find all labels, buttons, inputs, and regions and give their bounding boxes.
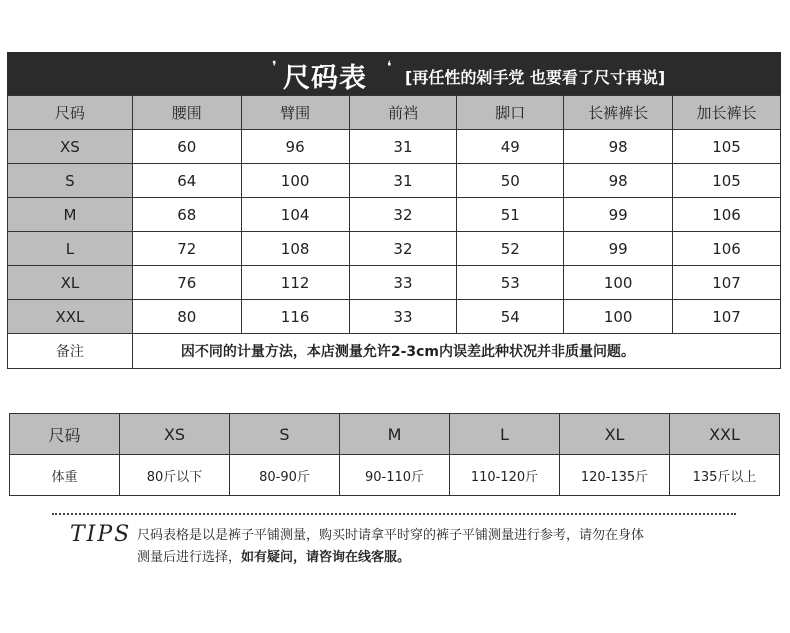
table-cell: 51: [457, 198, 564, 232]
note-row: [8, 334, 781, 369]
table-cell: 32: [349, 198, 457, 232]
table-cell: 104: [241, 198, 349, 232]
table-cell: 99: [564, 198, 673, 232]
size-header: S: [230, 414, 340, 455]
table-cell: 100: [564, 266, 673, 300]
size-chart-subtitle: [再任性的剁手党 也要看了尺寸再说]: [405, 68, 666, 87]
size-label: L: [8, 232, 133, 266]
table-cell: 98: [564, 130, 673, 164]
weight-table: [9, 413, 780, 496]
weight-row-label: 体重: [10, 455, 120, 496]
sparkle-left-icon: ❜: [272, 59, 277, 75]
table-cell: 50: [457, 164, 564, 198]
size-header-label: 尺码: [10, 414, 120, 455]
table-row: [8, 300, 781, 334]
weight-cell: 80-90斤: [230, 455, 340, 496]
table-row: [8, 198, 781, 232]
size-table: [7, 95, 781, 369]
table-cell: 105: [673, 164, 781, 198]
tips-label: TIPS: [70, 522, 132, 547]
tips-line-2-plain: 测量后进行选择，: [137, 550, 242, 565]
size-label: XXL: [8, 300, 133, 334]
tips-line-2: [137, 546, 410, 565]
column-header: 长裤裤长: [564, 96, 673, 130]
size-header: M: [340, 414, 450, 455]
size-chart-title: 尺码表: [283, 63, 367, 94]
table-cell: 100: [564, 300, 673, 334]
table-cell: 105: [673, 130, 781, 164]
table-cell: 60: [132, 130, 241, 164]
table-cell: 31: [349, 164, 457, 198]
table-cell: 100: [241, 164, 349, 198]
table-cell: 33: [349, 266, 457, 300]
table-cell: 53: [457, 266, 564, 300]
column-header: 加长裤长: [673, 96, 781, 130]
size-label: S: [8, 164, 133, 198]
table-cell: 64: [132, 164, 241, 198]
table-cell: 106: [673, 232, 781, 266]
weight-row: [10, 455, 780, 496]
table-cell: 33: [349, 300, 457, 334]
size-chart-header-bar: [7, 52, 781, 95]
table-row: [8, 232, 781, 266]
weight-cell: 120-135斤: [560, 455, 670, 496]
size-header: XXL: [670, 414, 780, 455]
table-cell: 80: [132, 300, 241, 334]
table-cell: 108: [241, 232, 349, 266]
column-header: 尺码: [8, 96, 133, 130]
column-header: 臂围: [241, 96, 349, 130]
sparkle-right-icon: ❛: [387, 59, 392, 75]
weight-cell: 90-110斤: [340, 455, 450, 496]
column-header: 前裆: [349, 96, 457, 130]
size-header: XS: [120, 414, 230, 455]
table-cell: 106: [673, 198, 781, 232]
table-row: [8, 130, 781, 164]
table-cell: 54: [457, 300, 564, 334]
tips-line-1: 尺码表格是以是裤子平铺测量，购买时请拿平时穿的裤子平铺测量进行参考，请勿在身体: [137, 528, 645, 543]
weight-cell: 135斤以上: [670, 455, 780, 496]
table-cell: 31: [349, 130, 457, 164]
table-cell: 76: [132, 266, 241, 300]
size-header: XL: [560, 414, 670, 455]
table-cell: 72: [132, 232, 241, 266]
weight-table-header-row: [10, 414, 780, 455]
column-header: 腰围: [132, 96, 241, 130]
tips-line-2-bold: 如有疑问，请咨询在线客服。: [241, 550, 411, 565]
column-header: 脚口: [457, 96, 564, 130]
table-row: [8, 164, 781, 198]
table-cell: 68: [132, 198, 241, 232]
size-label: XS: [8, 130, 133, 164]
table-cell: 32: [349, 232, 457, 266]
note-text: 因不同的计量方法，本店测量允许2-3cm内误差此种状况并非质量问题。: [132, 334, 780, 369]
size-header: L: [450, 414, 560, 455]
table-cell: 52: [457, 232, 564, 266]
table-cell: 98: [564, 164, 673, 198]
table-cell: 116: [241, 300, 349, 334]
table-cell: 99: [564, 232, 673, 266]
size-table-header-row: [8, 96, 781, 130]
table-cell: 49: [457, 130, 564, 164]
weight-cell: 80斤以下: [120, 455, 230, 496]
table-cell: 107: [673, 266, 781, 300]
dotted-divider: [52, 513, 736, 515]
weight-cell: 110-120斤: [450, 455, 560, 496]
table-cell: 112: [241, 266, 349, 300]
size-label: XL: [8, 266, 133, 300]
table-row: [8, 266, 781, 300]
size-label: M: [8, 198, 133, 232]
table-cell: 107: [673, 300, 781, 334]
note-label: 备注: [8, 334, 133, 369]
size-chart: [7, 52, 781, 372]
table-cell: 96: [241, 130, 349, 164]
